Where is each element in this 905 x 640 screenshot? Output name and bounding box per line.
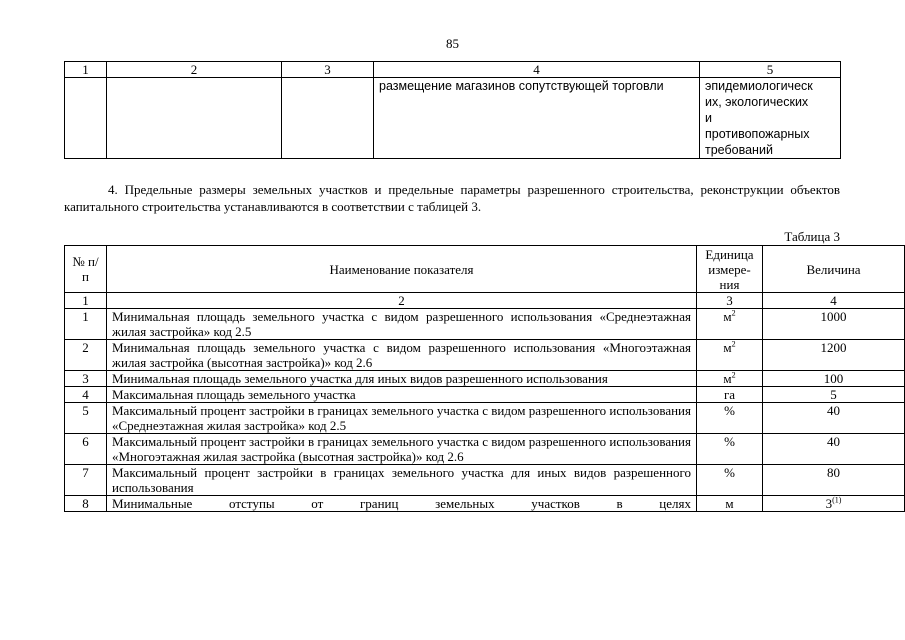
column-index-row <box>65 293 905 309</box>
text-line: их, экологических <box>705 95 809 109</box>
column-number: 3 <box>282 62 374 78</box>
footnote-marker: (1) <box>832 495 842 505</box>
value-cell <box>763 340 905 371</box>
value-cell <box>763 465 905 496</box>
unit-superscript: 2 <box>731 370 736 380</box>
indicator-name: Минимальная площадь земельного участка с видом разрешенного использования «Среднеэтажная жилая застройка» код 2.5 <box>107 309 697 340</box>
header-number: № п/п <box>65 246 107 293</box>
limits-table <box>64 245 905 512</box>
value-text: 40 <box>827 403 840 418</box>
table-cell <box>65 78 107 159</box>
unit-superscript: 2 <box>731 339 736 349</box>
value-text: 40 <box>827 434 840 449</box>
unit-cell <box>697 465 763 496</box>
unit-cell <box>697 340 763 371</box>
table-row <box>65 387 905 403</box>
column-number: 5 <box>700 62 841 78</box>
row-number: 3 <box>65 371 107 387</box>
unit-cell <box>697 309 763 340</box>
unit-text: % <box>724 465 735 480</box>
unit-text: м <box>723 309 732 324</box>
row-number: 7 <box>65 465 107 496</box>
column-index: 1 <box>65 293 107 309</box>
table-cell <box>282 78 374 159</box>
table-row <box>65 403 905 434</box>
indicator-name: Минимальная площадь земельного участка с видом разрешенного использования «Многоэтажная жилая застройка (высотная застройка)» код 2.6 <box>107 340 697 371</box>
continuation-table-header <box>65 62 841 78</box>
value-text: 1200 <box>820 340 847 355</box>
value-text: 100 <box>823 371 844 386</box>
column-index: 2 <box>107 293 697 309</box>
unit-text: м <box>725 496 734 511</box>
table-caption: Таблица 3 <box>784 229 840 244</box>
table-row <box>65 78 841 159</box>
value-cell <box>763 309 905 340</box>
unit-cell <box>697 496 763 512</box>
unit-text: га <box>723 387 736 402</box>
text-line: противопожарных <box>705 127 810 141</box>
table-row <box>65 465 905 496</box>
table-row <box>65 496 905 512</box>
value-text: 80 <box>827 465 840 480</box>
unit-cell <box>697 371 763 387</box>
value-text: 3 <box>825 496 833 511</box>
table-row <box>65 309 905 340</box>
row-number: 4 <box>65 387 107 403</box>
value-cell <box>763 387 905 403</box>
indicator-name: Минимальная площадь земельного участка для иных видов разрешенного использования <box>107 371 697 387</box>
indicator-name: Максимальный процент застройки в границах земельного участка с видом разрешенного использования «Многоэтажная жилая застройка (высотная застройка)» код 2.6 <box>107 434 697 465</box>
table-body <box>65 309 905 512</box>
value-cell <box>763 434 905 465</box>
text-line: требований <box>705 143 773 157</box>
row-number: 2 <box>65 340 107 371</box>
text-line: измере- <box>708 261 751 277</box>
unit-cell <box>697 387 763 403</box>
row-number: 1 <box>65 309 107 340</box>
indicator-name: Максимальный процент застройки в границах земельного участка для иных видов разрешенного использования <box>107 465 697 496</box>
continuation-table <box>64 61 841 159</box>
header-unit <box>697 246 763 293</box>
unit-text: м <box>723 371 732 386</box>
value-cell <box>763 496 905 512</box>
row-number: 6 <box>65 434 107 465</box>
value-cell <box>763 403 905 434</box>
indicator-name: Минимальные отступы от границ земельных участков в целях <box>107 496 697 512</box>
page-number: 85 <box>446 36 459 51</box>
header-value: Величина <box>763 246 905 293</box>
table-row <box>65 340 905 371</box>
text-line: и <box>705 111 712 125</box>
column-index: 4 <box>763 293 905 309</box>
header-indicator-name: Наименование показателя <box>107 246 697 293</box>
row-number: 5 <box>65 403 107 434</box>
column-index: 3 <box>697 293 763 309</box>
column-number: 2 <box>107 62 282 78</box>
table-cell <box>107 78 282 159</box>
table-header-row <box>65 246 905 293</box>
unit-text: % <box>724 403 735 418</box>
column-number: 4 <box>374 62 700 78</box>
paragraph-section-4 <box>64 181 840 215</box>
requirements-cell <box>700 78 841 159</box>
unit-text: % <box>724 434 735 449</box>
value-cell <box>763 371 905 387</box>
use-description-cell: размещение магазинов сопутствующей торговли <box>374 78 700 159</box>
unit-cell <box>697 403 763 434</box>
value-text: 5 <box>830 387 837 402</box>
text-line: ния <box>719 276 740 292</box>
paragraph-text: 4. Предельные размеры земельных участков и предельные параметры разрешенного строительства, реконструкции объектов капитального строительства устанавливаются в соответствии с таблицей 3. <box>64 182 840 214</box>
unit-cell <box>697 434 763 465</box>
unit-superscript: 2 <box>731 308 736 318</box>
value-text: 1000 <box>820 309 847 324</box>
text-line: Единица <box>705 246 754 262</box>
table-row <box>65 371 905 387</box>
text-line: эпидемиологическ <box>705 79 813 93</box>
indicator-name: Максимальный процент застройки в границах земельного участка с видом разрешенного использования «Среднеэтажная жилая застройка» код 2.5 <box>107 403 697 434</box>
unit-text: м <box>723 340 732 355</box>
row-number: 8 <box>65 496 107 512</box>
indicator-name: Максимальная площадь земельного участка <box>107 387 697 403</box>
table-row <box>65 434 905 465</box>
column-number: 1 <box>65 62 107 78</box>
